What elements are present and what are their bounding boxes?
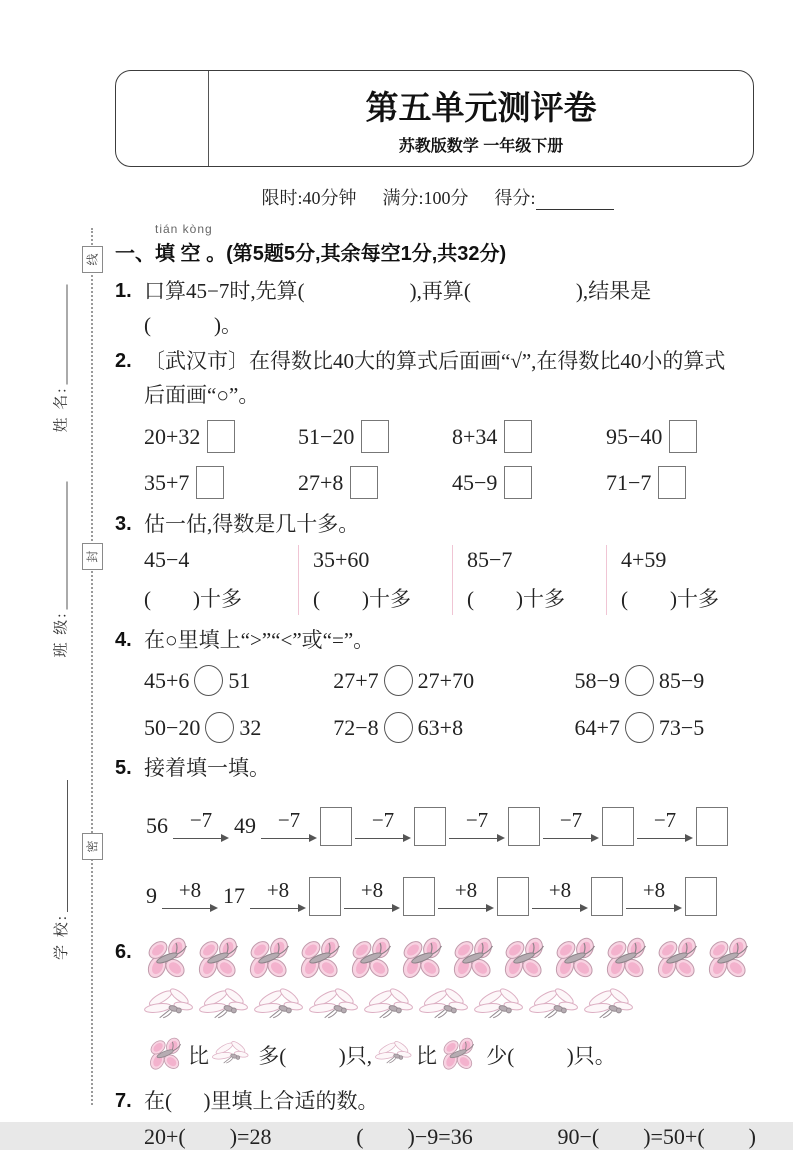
- q2-expression: 27+8: [298, 469, 344, 495]
- chain-arrow: [634, 810, 696, 842]
- dragonfly-icon: [584, 987, 635, 1027]
- answer-box: [196, 466, 224, 499]
- butterfly-icon: [450, 937, 498, 981]
- q7-expression: 90−( )=50+( ): [557, 1124, 756, 1150]
- score-blank: [536, 191, 614, 210]
- q4-right-expression: 27+70: [417, 667, 475, 693]
- dragonfly-icon: [529, 987, 580, 1027]
- chain-answer-box: [685, 877, 717, 916]
- question-number: 6.: [115, 941, 132, 964]
- chain-answer-box: [320, 807, 352, 846]
- arrow-shaft: [532, 904, 588, 912]
- chain-operation: +8: [360, 878, 384, 903]
- q7-prompt: 在( )里填上合适的数。: [144, 1089, 379, 1114]
- chain-number: 49: [234, 813, 256, 839]
- q4-right-expression: 73−5: [658, 714, 705, 740]
- q4-right-expression: 32: [239, 714, 262, 740]
- main-content: [115, 70, 760, 1150]
- title-box-right: [209, 71, 753, 166]
- q3-answer-blank: ( )十多: [144, 587, 242, 612]
- chain-operation: +8: [548, 878, 572, 903]
- butterfly-icon: [195, 937, 243, 981]
- q2-expression: 45−9: [452, 469, 498, 495]
- q3-column: [144, 545, 298, 615]
- q2-item: [144, 466, 298, 499]
- dragonfly-row: [144, 987, 760, 1027]
- chain-arrow: [540, 810, 602, 842]
- chain-arrow: [529, 880, 591, 912]
- butterfly-row: [144, 937, 760, 981]
- q2-item: [606, 466, 760, 499]
- question-number: 5.: [115, 757, 132, 780]
- q5-number-chains: [144, 797, 760, 925]
- student-class-field: [49, 453, 71, 658]
- q4-left-expression: 58−9: [574, 667, 620, 693]
- chain-arrow: [352, 810, 414, 842]
- q3-expression: 35+60: [313, 547, 370, 573]
- q3-expression: 4+59: [621, 547, 667, 573]
- q2-expression: 8+34: [452, 423, 498, 449]
- dragonfly-icon: [212, 1040, 250, 1070]
- school-label: 学 校:: [53, 914, 70, 960]
- arrow-shaft: [173, 834, 229, 842]
- butterfly-icon: [246, 937, 294, 981]
- title-box: [115, 70, 754, 167]
- seal-mark-label: 线: [85, 253, 100, 266]
- butterfly-icon: [399, 937, 447, 981]
- q4-left-expression: 45+6: [144, 667, 190, 693]
- chain-answer-box: [508, 807, 540, 846]
- q3-prompt: 估一估,得数是几十多。: [144, 512, 360, 537]
- butterfly-icon: [144, 937, 192, 981]
- arrow-shaft: [162, 904, 218, 912]
- chain-number: 17: [223, 883, 245, 909]
- q4-comparison: [574, 712, 760, 743]
- seal-mark-label: 封: [85, 550, 100, 563]
- q2-prompt-line1: 〔武汉市〕在得数比40大的算式后面画“√”,在得数比40小的算式: [144, 349, 726, 374]
- butterfly-icon: [705, 937, 753, 981]
- chain-answer-box: [497, 877, 529, 916]
- q3-column: [298, 545, 452, 615]
- q4-right-expression: 85−9: [658, 667, 705, 693]
- score-line: [115, 184, 760, 210]
- comparison-circle: [384, 712, 413, 743]
- name-blank: [52, 285, 67, 385]
- q3-estimate-grid: [144, 545, 760, 615]
- q4-left-expression: 50−20: [144, 714, 201, 740]
- answer-box: [350, 466, 378, 499]
- q2-expression: 20+32: [144, 423, 201, 449]
- chain-arrow: [159, 880, 221, 912]
- chain-arrow: [623, 880, 685, 912]
- question-1: [115, 274, 760, 342]
- dragonfly-icon: [254, 987, 305, 1027]
- answer-box: [669, 420, 697, 453]
- arrow-shaft: [355, 834, 411, 842]
- page-title: 第五单元测评卷: [365, 88, 597, 126]
- seal-mark-xian: [82, 246, 103, 273]
- question-2: [115, 344, 760, 499]
- question-7: [115, 1084, 760, 1150]
- q4-comparison: [144, 712, 333, 743]
- arrow-shaft: [344, 904, 400, 912]
- dragonfly-icon: [419, 987, 470, 1027]
- chain-operation: −7: [371, 808, 395, 833]
- q4-right-expression: 63+8: [417, 714, 464, 740]
- chain-answer-box: [696, 807, 728, 846]
- q2-item: [452, 466, 606, 499]
- q3-answer-blank: ( )十多: [467, 587, 565, 612]
- answer-box: [504, 420, 532, 453]
- chain-answer-box: [414, 807, 446, 846]
- q4-left-expression: 64+7: [574, 714, 620, 740]
- q6-sentence-text: 少( )只。: [481, 1043, 616, 1068]
- q2-expression: 51−20: [298, 423, 355, 449]
- section-title: 一、填 空 。(第5题5分,其余每空1分,共32分): [115, 243, 507, 265]
- arrow-shaft: [626, 904, 682, 912]
- name-label: 姓 名:: [53, 386, 69, 433]
- section-heading: [115, 222, 760, 266]
- q3-answer-blank: ( )十多: [621, 587, 719, 612]
- chain-operation: +8: [178, 878, 202, 903]
- chain-operation: +8: [266, 878, 290, 903]
- dragonfly-icon: [199, 987, 250, 1027]
- butterfly-icon: [654, 937, 702, 981]
- butterfly-icon: [348, 937, 396, 981]
- answer-box: [504, 466, 532, 499]
- answer-box: [361, 420, 389, 453]
- time-limit-label: 限时:40分钟: [261, 188, 357, 208]
- pinyin-annotation: tián kòng: [155, 222, 213, 236]
- butterfly-icon: [147, 1037, 185, 1072]
- arrow-shaft: [250, 904, 306, 912]
- chain-operation: −7: [559, 808, 583, 833]
- q4-comparison-grid: [144, 665, 760, 743]
- question-5: [115, 751, 760, 925]
- q4-comparison: [333, 712, 574, 743]
- chain-answer-box: [403, 877, 435, 916]
- dragonfly-icon: [364, 987, 415, 1027]
- q7-expression: ( )−9=36: [356, 1124, 473, 1150]
- chain-operation: +8: [454, 878, 478, 903]
- chain-operation: −7: [277, 808, 301, 833]
- school-blank: [53, 780, 68, 912]
- arrow-shaft: [637, 834, 693, 842]
- question-number: 7.: [115, 1090, 132, 1113]
- chain-arrow: [435, 880, 497, 912]
- q1-line2: ( )。: [144, 313, 242, 338]
- chain-operation: −7: [653, 808, 677, 833]
- seal-mark-mi: [82, 833, 103, 860]
- q6-sentence: [144, 1037, 760, 1072]
- q6-sentence-text: 比: [416, 1043, 437, 1068]
- chain-row: [144, 867, 760, 925]
- q2-item: [606, 420, 760, 453]
- chain-answer-box: [591, 877, 623, 916]
- q2-prompt-line2: 后面画“○”。: [144, 383, 260, 408]
- butterfly-icon: [501, 937, 549, 981]
- question-number: 1.: [115, 280, 132, 302]
- dragonfly-icon: [474, 987, 525, 1027]
- dragonfly-icon: [375, 1040, 413, 1070]
- question-number: 4.: [115, 629, 132, 652]
- class-blank: [52, 482, 67, 610]
- chain-number: 9: [146, 883, 157, 909]
- chain-arrow: [247, 880, 309, 912]
- q1-line1: 口算45−7时,先算( ),再算( ),结果是: [144, 279, 652, 303]
- q4-comparison: [574, 665, 760, 696]
- chain-arrow: [446, 810, 508, 842]
- chain-operation: +8: [642, 878, 666, 903]
- question-4: [115, 623, 760, 743]
- seal-mark-feng: [82, 543, 103, 570]
- q4-left-expression: 27+7: [333, 667, 379, 693]
- seal-mark-label: 密: [85, 840, 100, 853]
- q3-answer-blank: ( )十多: [313, 587, 411, 612]
- comparison-circle: [625, 712, 654, 743]
- chain-arrow: [341, 880, 403, 912]
- comparison-circle: [194, 665, 223, 696]
- score-label: 得分:: [494, 188, 536, 208]
- q6-sentence-text: 多( )只,: [253, 1043, 372, 1068]
- dragonfly-icon: [144, 987, 195, 1027]
- chain-arrow: [170, 810, 232, 842]
- arrow-shaft: [261, 834, 317, 842]
- q4-comparison: [333, 665, 574, 696]
- butterfly-icon: [297, 937, 345, 981]
- chain-operation: −7: [465, 808, 489, 833]
- question-number: 2.: [115, 350, 132, 373]
- q3-column: [452, 545, 606, 615]
- chain-operation: −7: [189, 808, 213, 833]
- student-school-field: [49, 750, 71, 960]
- dragonfly-icon: [309, 987, 360, 1027]
- chain-number: 56: [146, 813, 168, 839]
- seal-dotted-line: [91, 228, 93, 1105]
- full-score-label: 满分:100分: [382, 188, 469, 208]
- q5-prompt: 接着填一填。: [144, 756, 270, 781]
- arrow-shaft: [543, 834, 599, 842]
- q2-item: [452, 420, 606, 453]
- q3-expression: 85−7: [467, 547, 513, 573]
- comparison-circle: [625, 665, 654, 696]
- q2-item: [298, 420, 452, 453]
- butterfly-icon: [440, 1037, 478, 1072]
- q3-column: [606, 545, 760, 615]
- question-number: 3.: [115, 513, 132, 536]
- chain-answer-box: [602, 807, 634, 846]
- question-6: [115, 935, 760, 1072]
- q2-expression: 71−7: [606, 469, 652, 495]
- q3-expression: 45−4: [144, 547, 190, 573]
- question-3: [115, 507, 760, 615]
- answer-box: [207, 420, 235, 453]
- class-label: 班 级:: [53, 611, 69, 658]
- q2-item: [144, 420, 298, 453]
- q4-prompt: 在○里填上“>”“<”或“=”。: [144, 628, 375, 653]
- butterfly-icon: [603, 937, 651, 981]
- q4-comparison: [144, 665, 333, 696]
- chain-row: [144, 797, 760, 855]
- q2-expression-grid: [144, 420, 760, 499]
- butterfly-icon: [552, 937, 600, 981]
- student-name-field: [49, 258, 71, 433]
- q2-expression: 95−40: [606, 423, 663, 449]
- q7-expression-row: [144, 1124, 760, 1150]
- page-subtitle: 苏教版数学 一年级下册: [398, 137, 564, 155]
- arrow-shaft: [449, 834, 505, 842]
- chain-answer-box: [309, 877, 341, 916]
- arrow-shaft: [438, 904, 494, 912]
- q2-item: [298, 466, 452, 499]
- comparison-circle: [205, 712, 234, 743]
- q6-sentence-text: 比: [188, 1043, 209, 1068]
- q7-expression: 20+( )=28: [144, 1124, 272, 1150]
- q4-right-expression: 51: [228, 667, 251, 693]
- score-field: [495, 184, 614, 210]
- q2-expression: 35+7: [144, 469, 190, 495]
- answer-box: [658, 466, 686, 499]
- chain-arrow: [258, 810, 320, 842]
- q4-left-expression: 72−8: [333, 714, 379, 740]
- comparison-circle: [384, 665, 413, 696]
